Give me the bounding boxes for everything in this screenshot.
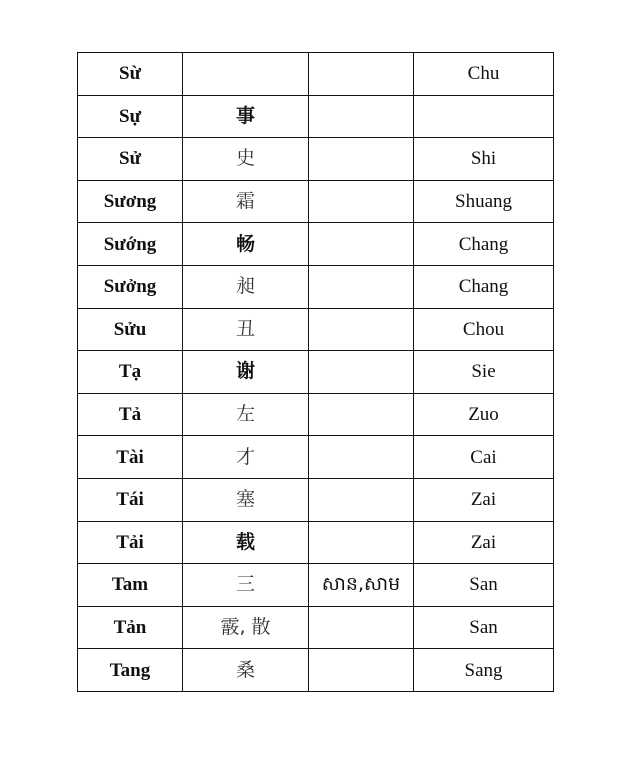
table-row	[78, 436, 554, 479]
table-row	[78, 606, 554, 649]
hanzi-cell	[183, 53, 309, 96]
hanzi-cell: 才	[183, 436, 309, 479]
table-row	[78, 53, 554, 96]
pinyin-cell: Chang	[414, 223, 554, 266]
vietnamese-cell: Tài	[78, 436, 183, 479]
khmer-cell	[309, 223, 414, 266]
hanzi-cell: 三	[183, 564, 309, 607]
pinyin-cell: Sie	[414, 351, 554, 394]
pinyin-cell: Shi	[414, 138, 554, 181]
pinyin-cell: San	[414, 564, 554, 607]
hanzi-cell: 霰, 散	[183, 606, 309, 649]
khmer-cell	[309, 265, 414, 308]
table-row	[78, 393, 554, 436]
khmer-cell: សាន,សាម	[309, 564, 414, 607]
table-row	[78, 564, 554, 607]
khmer-cell	[309, 53, 414, 96]
vietnamese-cell: Tang	[78, 649, 183, 692]
khmer-cell	[309, 180, 414, 223]
vietnamese-cell: Sửu	[78, 308, 183, 351]
vietnamese-cell: Tam	[78, 564, 183, 607]
hanzi-cell: 事	[183, 95, 309, 138]
vietnamese-cell: Sử	[78, 138, 183, 181]
khmer-cell	[309, 436, 414, 479]
khmer-cell	[309, 393, 414, 436]
vocabulary-table	[77, 52, 554, 692]
vietnamese-cell: Tạ	[78, 351, 183, 394]
hanzi-cell: 桑	[183, 649, 309, 692]
table-row	[78, 138, 554, 181]
table-row	[78, 649, 554, 692]
khmer-cell	[309, 138, 414, 181]
table-body	[78, 53, 554, 692]
pinyin-cell: Chu	[414, 53, 554, 96]
vietnamese-cell: Sừ	[78, 53, 183, 96]
hanzi-cell: 左	[183, 393, 309, 436]
vietnamese-cell: Sự	[78, 95, 183, 138]
pinyin-cell	[414, 95, 554, 138]
table-row	[78, 95, 554, 138]
pinyin-cell: Chou	[414, 308, 554, 351]
khmer-cell	[309, 478, 414, 521]
vietnamese-cell: Tải	[78, 521, 183, 564]
vietnamese-cell: Sướng	[78, 223, 183, 266]
pinyin-cell: Shuang	[414, 180, 554, 223]
khmer-cell	[309, 606, 414, 649]
pinyin-cell: Chang	[414, 265, 554, 308]
khmer-cell	[309, 521, 414, 564]
vietnamese-cell: Tản	[78, 606, 183, 649]
table-row	[78, 265, 554, 308]
vietnamese-cell: Tả	[78, 393, 183, 436]
khmer-cell	[309, 649, 414, 692]
pinyin-cell: Zuo	[414, 393, 554, 436]
khmer-cell	[309, 308, 414, 351]
hanzi-cell: 谢	[183, 351, 309, 394]
hanzi-cell: 昶	[183, 265, 309, 308]
pinyin-cell: Zai	[414, 478, 554, 521]
pinyin-cell: Sang	[414, 649, 554, 692]
table-row	[78, 351, 554, 394]
table-row	[78, 308, 554, 351]
hanzi-cell: 畅	[183, 223, 309, 266]
table-row	[78, 478, 554, 521]
pinyin-cell: Cai	[414, 436, 554, 479]
hanzi-cell: 丑	[183, 308, 309, 351]
hanzi-cell: 载	[183, 521, 309, 564]
hanzi-cell: 史	[183, 138, 309, 181]
table-row	[78, 223, 554, 266]
pinyin-cell: San	[414, 606, 554, 649]
khmer-cell	[309, 95, 414, 138]
vietnamese-cell: Tái	[78, 478, 183, 521]
khmer-cell	[309, 351, 414, 394]
hanzi-cell: 霜	[183, 180, 309, 223]
table-row	[78, 180, 554, 223]
vietnamese-cell: Sương	[78, 180, 183, 223]
vietnamese-cell: Sưởng	[78, 265, 183, 308]
pinyin-cell: Zai	[414, 521, 554, 564]
table-row	[78, 521, 554, 564]
hanzi-cell: 塞	[183, 478, 309, 521]
